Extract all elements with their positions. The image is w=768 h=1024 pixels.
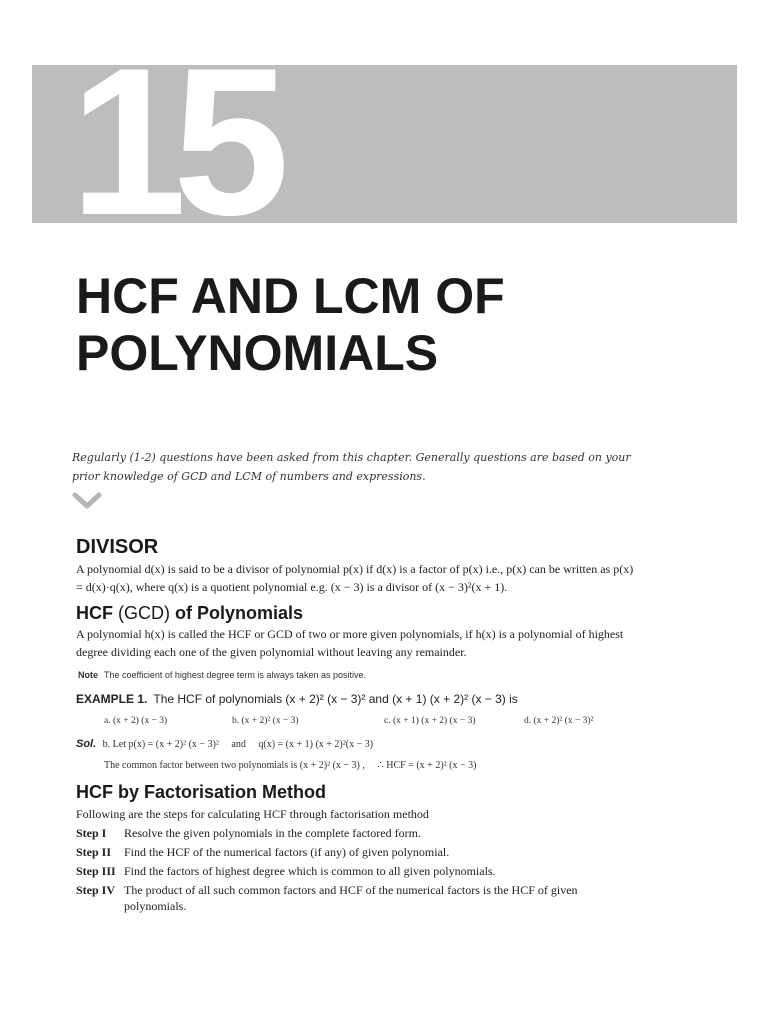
chapter-title-line-1: HCF AND LCM OF (76, 268, 505, 324)
solution-p: b. Let p(x) = (x + 2)² (x − 3)² (102, 739, 219, 750)
hcf-paragraph: A polynomial h(x) is called the HCF or GCD of two or more given polynomials, if h(x) is a polynomial of highest degree dividing each one of the given polynomial without leaving any remainder. (76, 627, 624, 659)
example-label: EXAMPLE 1. (76, 692, 148, 706)
option-b: b. (x + 2)² (x − 3) (232, 716, 299, 726)
solution-q: q(x) = (x + 1) (x + 2)²(x − 3) (258, 739, 374, 750)
step-label: Step IV (76, 883, 116, 897)
step-text: Find the factors of highest degree which is common to all given polynomials. (124, 864, 496, 878)
hcf-heading-hcf: HCF (76, 603, 113, 623)
chapter-intro: Regularly (1-2) questions have been asked from this chapter. Generally questions are based on your prior knowledge of GCD and LCM of numbers and expressions. (72, 451, 631, 483)
solution-line-2 (104, 760, 476, 771)
step-item (76, 825, 636, 841)
divisor-heading: DIVISOR (76, 536, 159, 558)
chevron-down-icon (72, 492, 102, 510)
solution-line-1 (76, 738, 373, 750)
example-question-text: The HCF of polynomials (x + 2)² (x − 3)² and (x + 1) (x + 2)² (x − 3) is (153, 692, 518, 706)
note-text: The coefficient of highest degree term is always taken as positive. (104, 670, 366, 680)
solution-label: Sol. (76, 738, 97, 750)
hcf-heading-rest: of Polynomials (175, 603, 304, 623)
chapter-banner (32, 65, 737, 223)
factorisation-intro: Following are the steps for calculating HCF through factorisation method (76, 807, 429, 821)
option-d: d. (x + 2)² (x − 3)² (524, 716, 594, 726)
solution-hcf-result: ∴ HCF = (x + 2)² (x − 3) (377, 760, 477, 771)
chapter-title (76, 268, 505, 382)
solution-common-factor: The common factor between two polynomials is (x + 2)² (x − 3) , (104, 760, 365, 771)
step-text: Resolve the given polynomials in the complete factored form. (124, 826, 421, 840)
chapter-number: 15 (70, 65, 276, 223)
step-label: Step II (76, 845, 112, 859)
note (78, 670, 366, 680)
example-question (76, 692, 518, 706)
solution-and: and (231, 739, 246, 750)
hcf-heading (76, 603, 303, 624)
note-label: Note (78, 670, 98, 680)
step-item (76, 844, 636, 860)
steps-list (76, 825, 636, 917)
step-item (76, 882, 636, 914)
step-text: The product of all such common factors and HCF of the numerical factors is the HCF of given polynomials. (124, 883, 578, 913)
divisor-paragraph: A polynomial d(x) is said to be a divisor of polynomial p(x) if d(x) is a factor of p(x) i.e., p(x) can be written as p(x) = d(x)·q(x), where q(x) is a quotient polynomial e.g. (x − 3) is a divisor of (x − 3)²(x + 1). (76, 562, 634, 594)
hcf-heading-gcd: (GCD) (118, 603, 171, 623)
step-label: Step III (76, 864, 116, 878)
factorisation-heading: HCF by Factorisation Method (76, 782, 327, 802)
chapter-title-line-2: POLYNOMIALS (76, 325, 439, 381)
option-c: c. (x + 1) (x + 2) (x − 3) (384, 716, 476, 726)
step-text: Find the HCF of the numerical factors (if any) of given polynomial. (124, 845, 450, 859)
option-a: a. (x + 2) (x − 3) (104, 716, 168, 726)
step-label: Step I (76, 826, 107, 840)
step-item (76, 863, 636, 879)
